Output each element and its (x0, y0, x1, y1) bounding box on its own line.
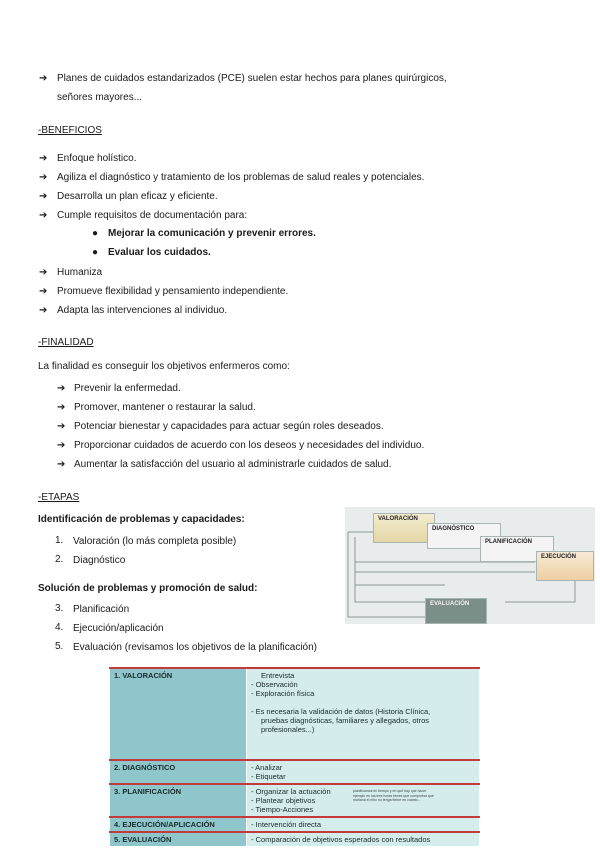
table-row-content: - Comparación de objetivos esperados con resultados (247, 832, 480, 847)
intro-line-2: señores mayores... (57, 92, 143, 103)
beneficio-item: Enfoque holístico. (57, 153, 137, 164)
beneficio-item: Promueve flexibilidad y pensamiento independiente. (57, 286, 289, 297)
etapas-heading: -ETAPAS (38, 492, 80, 503)
etapa-item: Valoración (lo más completa posible) (73, 536, 237, 547)
etapa-number: 5. (55, 641, 64, 652)
beneficio-bullet: Mejorar la comunicación y prevenir errores. (108, 228, 316, 239)
beneficio-item: Adapta las intervenciones al individuo. (57, 305, 228, 316)
table-row-content: - Intervención directa (247, 817, 480, 832)
beneficio-item: Agiliza el diagnóstico y tratamiento de los problemas de salud reales y potenciales. (57, 172, 425, 183)
etapas-group1-title: Identificación de problemas y capacidades: (38, 514, 245, 525)
arrow-icon: ➔ (57, 421, 66, 432)
beneficios-heading: -BENEFICIOS (38, 125, 102, 136)
etapa-item: Ejecución/aplicación (73, 623, 164, 634)
finalidad-item: Promover, mantener o restaurar la salud. (74, 402, 256, 413)
arrow-icon: ➔ (39, 172, 48, 183)
table-row-content: - Organizar la actuación - Plantear objetivos - Tiempo-Acciones planificamos en tiempo y en qué hay que hacer ejemplo en las tres horas tienes que comprobar que mañana el niño no tenga fiebre en cuanto... (247, 784, 480, 817)
diagram-box-ejecucion: EJECUCIÓN (536, 551, 594, 581)
diagram-box-diagnostico: DIAGNÓSTICO (427, 523, 501, 549)
finalidad-item: Potenciar bienestar y capacidades para actuar según roles deseados. (74, 421, 384, 432)
finalidad-item: Proporcionar cuidados de acuerdo con los deseos y necesidades del individuo. (74, 440, 425, 451)
etapa-item: Diagnóstico (73, 555, 126, 566)
etapas-table (109, 667, 480, 847)
table-row (110, 832, 480, 847)
arrow-icon: ➔ (57, 383, 66, 394)
beneficio-bullet: Evaluar los cuidados. (108, 247, 211, 258)
arrow-icon: ➔ (39, 267, 48, 278)
finalidad-intro: La finalidad es conseguir los objetivos enfermeros como: (38, 361, 290, 372)
arrow-icon: ➔ (57, 440, 66, 451)
beneficio-item: Cumple requisitos de documentación para: (57, 210, 248, 221)
beneficio-item: Humaniza (57, 267, 103, 278)
diagram-box-evaluacion: EVALUACIÓN (425, 598, 487, 624)
table-row (110, 760, 480, 784)
table-row-label: 1. VALORACIÓN (110, 668, 247, 760)
arrow-icon: ➔ (39, 73, 48, 84)
arrow-icon: ➔ (39, 153, 48, 164)
etapa-item: Evaluación (revisamos los objetivos de la planificación) (73, 642, 318, 653)
etapa-number: 1. (55, 535, 64, 546)
arrow-icon: ➔ (57, 459, 66, 470)
table-row-content: Entrevista - Observación - Exploración física - Es necesaria la validación de datos (Historia Clínica, pruebas diagnósticas, familiares y allegados, otros profesionales...) (247, 668, 480, 760)
handwritten-note: planificamos en tiempo y en qué hay que hacer ejemplo en las tres horas tienes que comprobar que mañana el niño no tenga fiebre en cuanto... (353, 789, 434, 802)
bullet-icon: ● (92, 247, 99, 258)
diagram-box-planificacion: PLANIFICACIÓN (480, 536, 554, 562)
etapas-group2-title: Solución de problemas y promoción de salud: (38, 583, 258, 594)
etapa-number: 3. (55, 603, 64, 614)
arrow-icon: ➔ (39, 191, 48, 202)
arrow-icon: ➔ (39, 286, 48, 297)
arrow-icon: ➔ (39, 305, 48, 316)
arrow-icon: ➔ (57, 402, 66, 413)
finalidad-item: Aumentar la satisfacción del usuario al administrarle cuidados de salud. (74, 459, 392, 470)
table-row (110, 668, 480, 760)
intro-line-1: Planes de cuidados estandarizados (PCE) suelen estar hechos para planes quirúrgicos, (57, 73, 447, 84)
bullet-icon: ● (92, 228, 99, 239)
etapas-diagram (345, 507, 595, 624)
table-row-label: 4. EJECUCIÓN/APLICACIÓN (110, 817, 247, 832)
table-row-label: 3. PLANIFICACIÓN (110, 784, 247, 817)
etapa-number: 2. (55, 554, 64, 565)
table-row (110, 817, 480, 832)
finalidad-item: Prevenir la enfermedad. (74, 383, 181, 394)
table-row (110, 784, 480, 817)
arrow-icon: ➔ (39, 210, 48, 221)
table-row-label: 5. EVALUACIÓN (110, 832, 247, 847)
etapa-item: Planificación (73, 604, 130, 615)
beneficio-item: Desarrolla un plan eficaz y eficiente. (57, 191, 218, 202)
diagram-box-valoracion: VALORACIÓN (373, 513, 435, 543)
table-row-label: 2. DIAGNÓSTICO (110, 760, 247, 784)
finalidad-heading: -FINALIDAD (38, 337, 94, 348)
table-row-content: - Analizar - Etiquetar (247, 760, 480, 784)
etapa-number: 4. (55, 622, 64, 633)
